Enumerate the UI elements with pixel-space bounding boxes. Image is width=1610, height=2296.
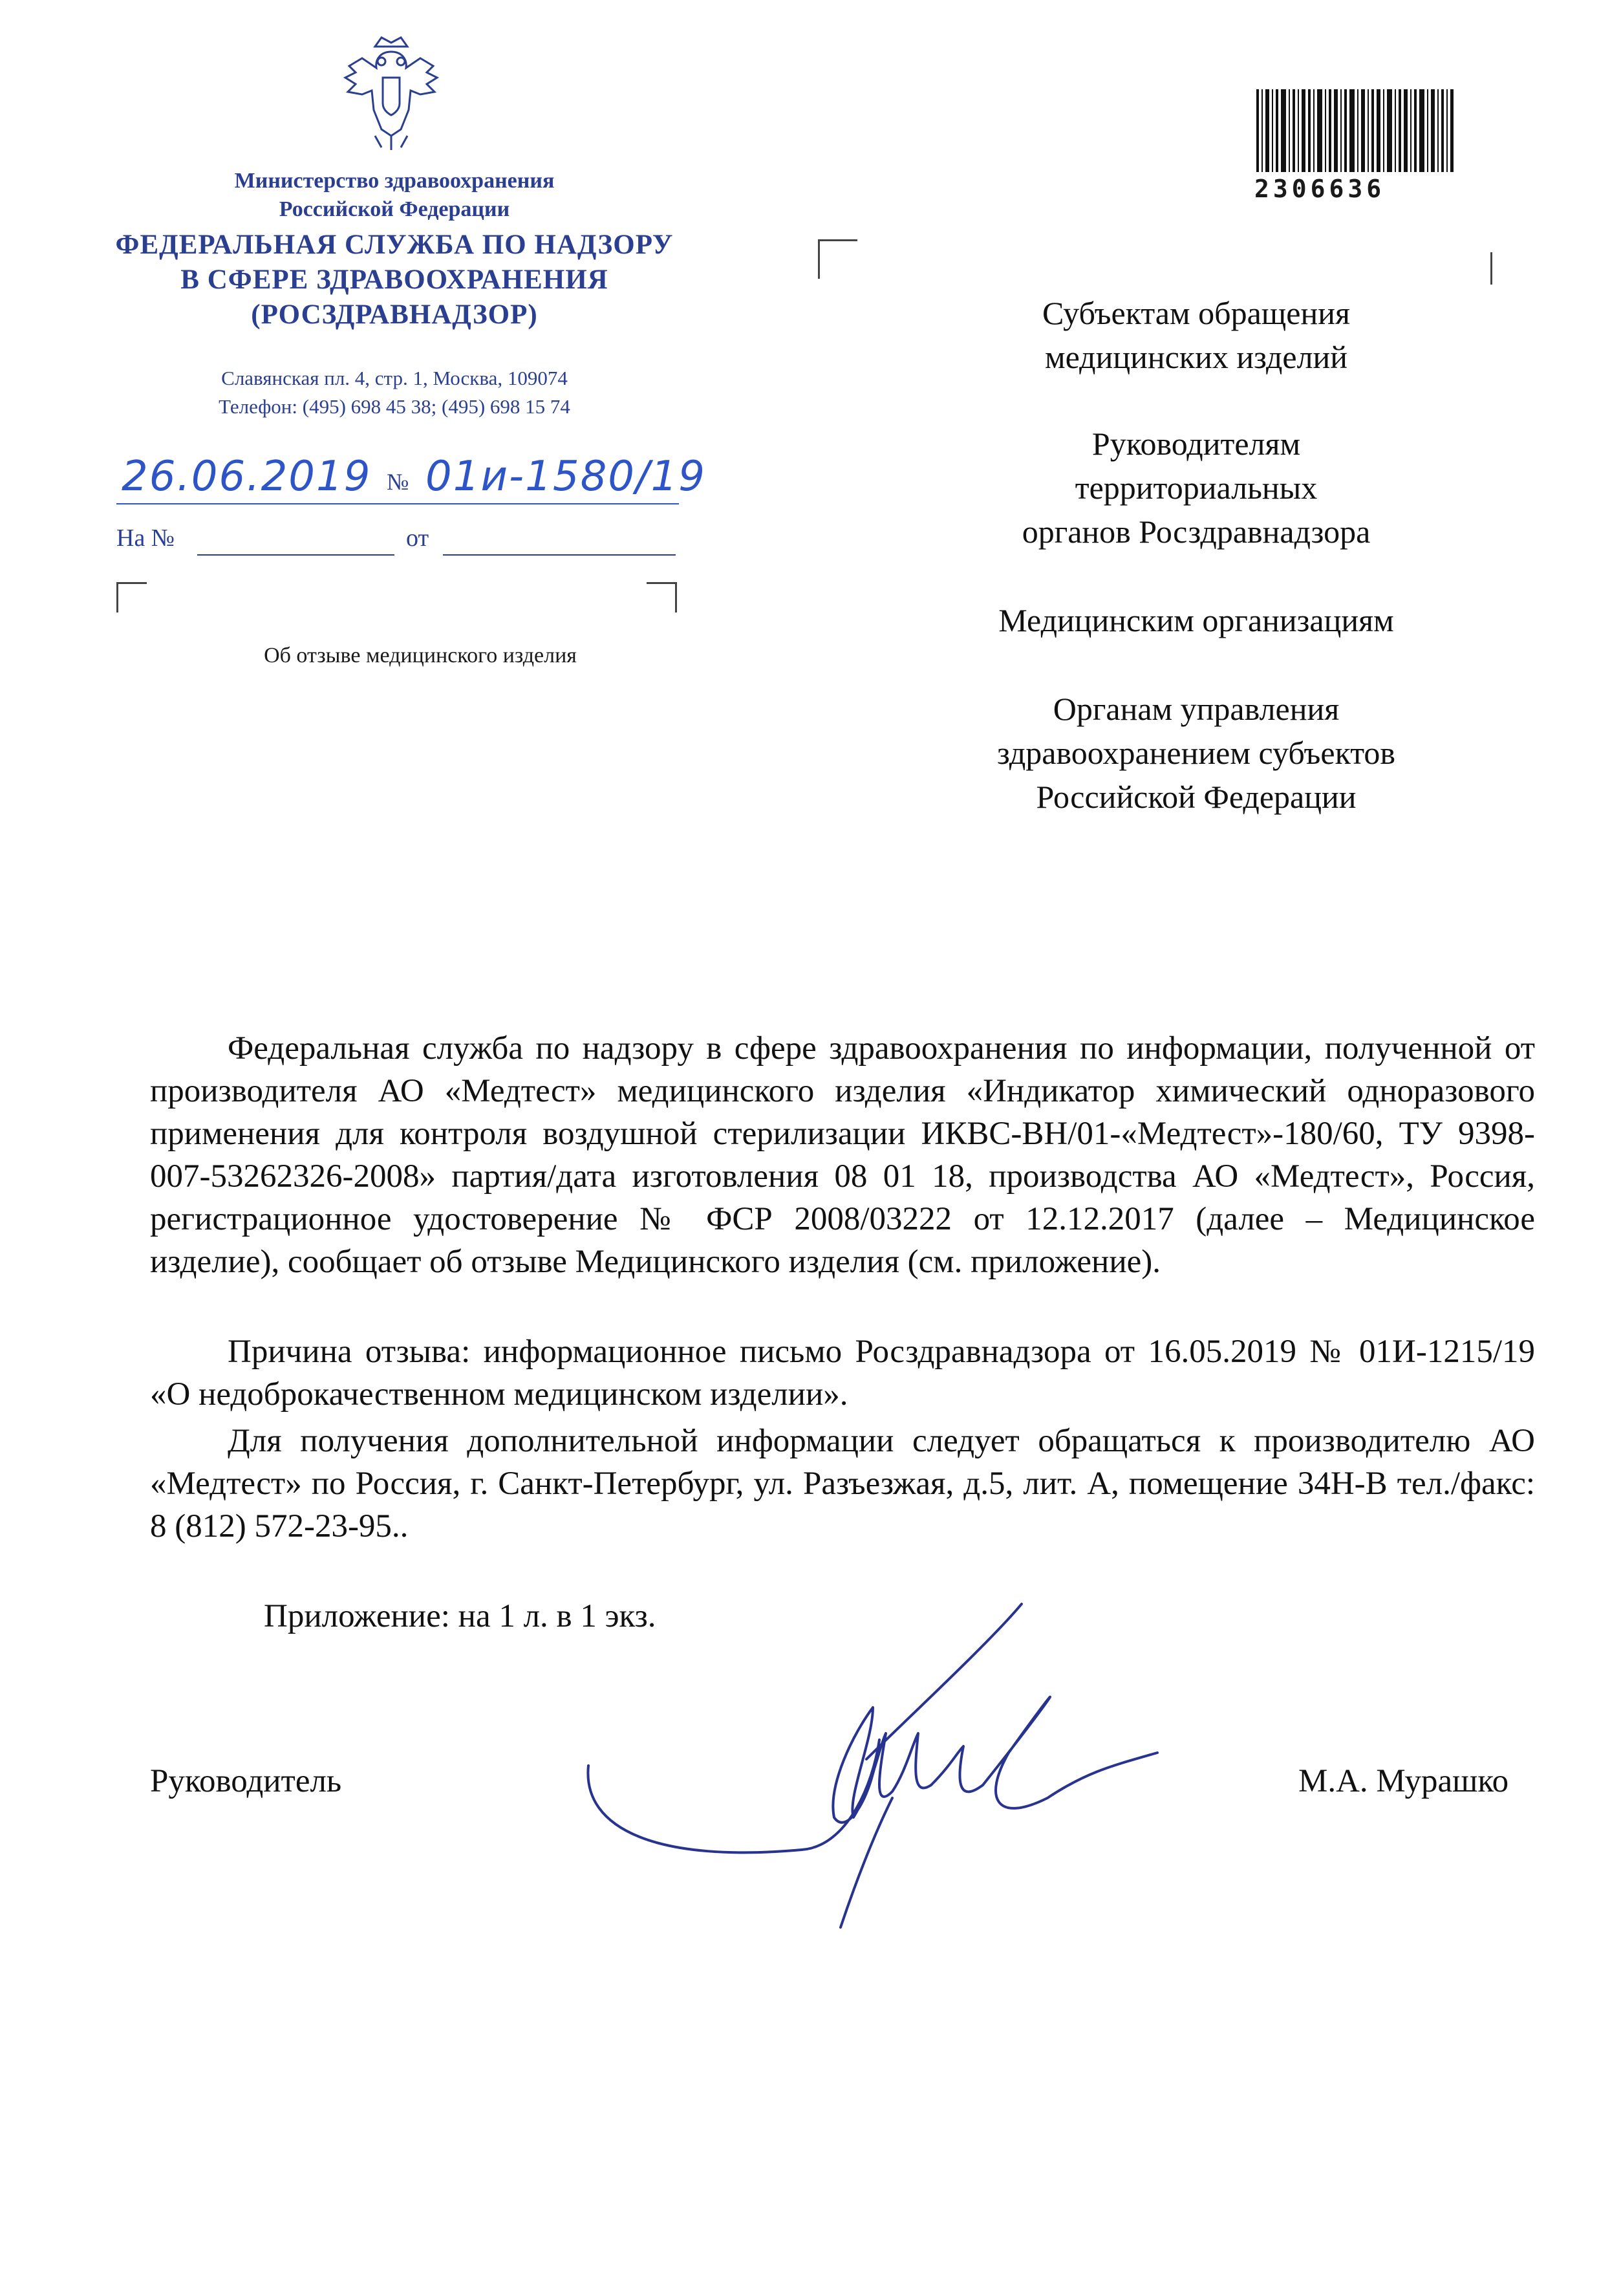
addressee-block-4 bbox=[905, 687, 1487, 819]
number-sign: № bbox=[387, 469, 409, 495]
addressee-block-3 bbox=[905, 598, 1487, 642]
signer-position: Руководитель bbox=[150, 1763, 342, 1799]
addressee-1-line-2: медицинских изделий bbox=[1044, 339, 1348, 375]
ministry-line-2: Российской Федерации bbox=[279, 197, 510, 221]
addressee-bracket-right bbox=[1458, 252, 1492, 285]
addressee-4-line-3: Российской Федерации bbox=[1036, 779, 1357, 815]
address-line-1: Славянская пл. 4, стр. 1, Москва, 109074 bbox=[221, 367, 568, 389]
body-paragraph-1: Федеральная служба по надзору в сфере здравоохранения по информации, полученной от производителя АО «Медтест» медицинского изделия «Индикатор химический одноразового применения для контроля воздушной стерилизации ИКВС-ВН/01-«Медтест»-180/60, ТУ 9398-007-53262326-2008» партия/дата изготовления 08 01 18, производства АО «Медтест», Россия, регистрационное удостоверение № ФСР 2008/03222 от 12.12.2017 (далее – Медицинское изделие), сообщает об отзыве Медицинского изделия (см. приложение). bbox=[150, 1030, 1535, 1280]
reference-line bbox=[116, 524, 175, 552]
handwritten-outgoing-number: 01и-1580/19 bbox=[425, 453, 706, 501]
handwritten-date: 26.06.2019 bbox=[122, 453, 372, 501]
reference-date-blank bbox=[443, 554, 676, 556]
addressee-4-line-1: Органам управления bbox=[1053, 691, 1340, 727]
ministry-name bbox=[116, 167, 672, 224]
body-paragraph-2: Причина отзыва: информационное письмо Росздравнадзора от 16.05.2019 № 01И-1215/19 «О недоброкачественном медицинском изделии». bbox=[150, 1334, 1535, 1413]
addressee-2-line-3: органов Росздравнадзора bbox=[1022, 514, 1371, 550]
handwritten-signature-icon bbox=[569, 1591, 1170, 1940]
ministry-line-1: Министерство здравоохранения bbox=[234, 169, 555, 193]
subject-bracket-left bbox=[116, 582, 147, 612]
barcode-number: 2306636 bbox=[1254, 175, 1386, 203]
agency-name bbox=[78, 228, 711, 332]
agency-line-3: (РОСЗДРАВНАДЗОР) bbox=[251, 299, 538, 330]
signer-name: М.А. Мурашко bbox=[1298, 1763, 1509, 1799]
agency-line-1: ФЕДЕРАЛЬНАЯ СЛУЖБА ПО НАДЗОРУ bbox=[115, 230, 674, 260]
reference-number-blank bbox=[197, 554, 394, 556]
addressee-block-1 bbox=[905, 291, 1487, 379]
barcode-icon bbox=[1256, 89, 1454, 172]
addressee-2-line-2: территориальных bbox=[1075, 470, 1318, 506]
agency-line-2: В СФЕРЕ ЗДРАВООХРАНЕНИЯ bbox=[180, 265, 608, 295]
addressee-2-line-1: Руководителям bbox=[1091, 426, 1301, 462]
addressee-bracket-left bbox=[818, 239, 857, 279]
addressee-3-line-1: Медицинским организациям bbox=[998, 602, 1394, 638]
body-paragraph-3: Для получения дополнительной информации следует обращаться к производителю АО «Медтест» по Россия, г. Санкт-Петербург, ул. Разъезжая, д.5, лит. А, помещение 34Н-В тел./факс: 8 (812) 572-23-95.. bbox=[150, 1423, 1535, 1544]
addressee-1-line-1: Субъектам обращения bbox=[1042, 295, 1350, 331]
russian-coat-of-arms-icon bbox=[336, 32, 446, 152]
agency-address bbox=[116, 364, 672, 421]
addressee-4-line-2: здравоохранением субъектов bbox=[996, 735, 1396, 771]
subject-bracket-right bbox=[647, 582, 677, 612]
reference-number-label: На № bbox=[116, 525, 175, 552]
registration-underline bbox=[116, 503, 679, 504]
addressee-block-2 bbox=[905, 422, 1487, 554]
attachment-note: Приложение: на 1 л. в 1 экз. bbox=[264, 1598, 656, 1634]
address-line-2: Телефон: (495) 698 45 38; (495) 698 15 74 bbox=[219, 395, 570, 418]
letter-subject: Об отзыве медицинского изделия bbox=[264, 644, 577, 667]
reference-date-label: от bbox=[406, 525, 429, 552]
